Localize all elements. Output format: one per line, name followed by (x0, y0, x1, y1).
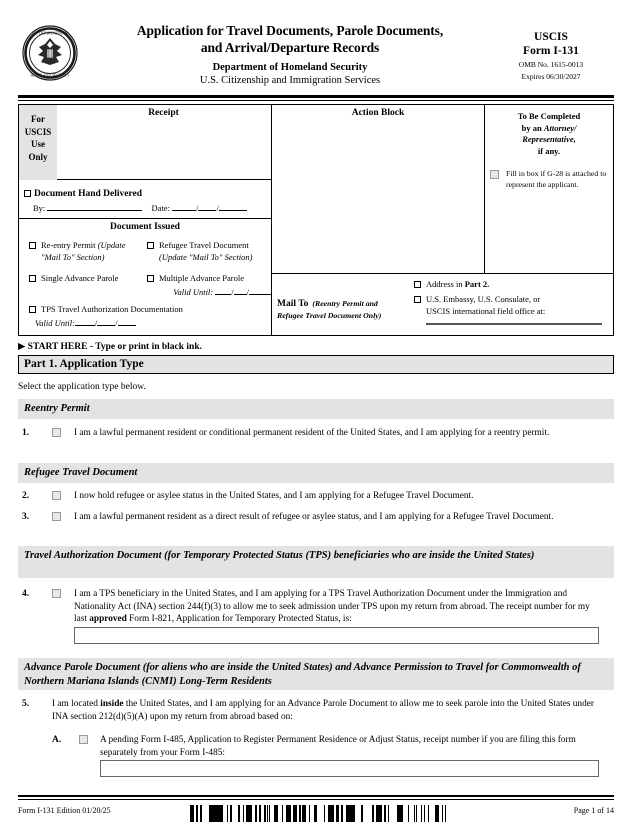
multiple-parole-valid-day[interactable] (234, 285, 247, 295)
embassy-address-input[interactable] (426, 322, 602, 325)
form-title-line2: and Arrival/Departure Records (200, 40, 380, 55)
item-4-number: 4. (22, 589, 30, 599)
date-label: Date: (151, 203, 170, 213)
item-4-text-part1: I am a TPS beneficiary in the United States, and I am applying for a TPS Travel Authorization Document under the Immigration and Nationality Act (INA) section 244(f)(3) to allow me to seek admission under TPS upon my return from abroad. The receipt number for my last (74, 589, 590, 624)
mail-to-embassy-option[interactable] (414, 294, 609, 325)
address-in-part2-label: Address in (426, 279, 465, 289)
item-5-number: 5. (22, 699, 30, 709)
section-heading-refugee-travel-document: Refugee Travel Document (18, 463, 614, 483)
header-rule-thin (18, 100, 614, 101)
g28-label: Fill in box if G-28 is attached to represent the applicant. (506, 169, 607, 189)
footer-rule-thick (18, 795, 614, 797)
attorney-representative-box (485, 108, 613, 272)
item-5a-label: A pending Form I-485, Application to Register Permanent Residence or Adjust Status, receipt number if you are filing this form separately from your Form I-485: (100, 735, 576, 758)
agency-subname: U.S. Citizenship and Immigration Services (199, 75, 381, 86)
item-4-text-bold: approved (89, 614, 127, 624)
for-uscis-use-only-label (19, 105, 57, 180)
address-in-part2-bold: Part 2. (464, 279, 490, 289)
item-1-checkbox[interactable] (52, 428, 61, 437)
item-4-text-part2: Form I-821, Application for Temporary Protected Status, is: (126, 614, 352, 624)
receipt-header (57, 108, 270, 118)
divider-h-actionblock-bottom (271, 273, 613, 274)
refugee-travel-issued-note: (Update "Mail To" Section) (159, 251, 253, 262)
item-3-label: I am a lawful permanent resident as a direct result of refugee or asylee status, and I am applying for a Refugee Travel Document. (74, 512, 554, 522)
mail-to-note-line1: (Reentry Permit and (312, 299, 378, 308)
multiple-advance-parole-option[interactable]: Multiple Advance Parole Valid Until: / / (147, 273, 271, 298)
form-header (0, 0, 632, 92)
receipt-entry-area[interactable] (57, 121, 270, 178)
item-2-checkbox[interactable] (52, 491, 61, 500)
attorney-attorney-word: Attorney/ (543, 122, 577, 133)
action-block-entry-area[interactable] (272, 121, 484, 272)
uscis-label: USCIS (534, 31, 568, 43)
item-5a-receipt-number-input[interactable] (100, 760, 599, 777)
item-3-number: 3. (22, 512, 30, 522)
section-heading-advance-parole-document: Advance Parole Document (for aliens who are inside the United States) and Advance Permission to Travel for Commonwealth of Northern Mariana Islands (CNMI) Long-Term Residents (18, 658, 614, 690)
tps-valid-day[interactable] (97, 316, 115, 326)
svg-text:U.S. DEPARTMENT OF: U.S. DEPARTMENT OF (31, 31, 69, 36)
agency-name: Department of Homeland Security (212, 62, 368, 73)
hand-delivered-label: Document Hand Delivered (34, 189, 143, 199)
divider-h-handdelivered-bottom (19, 218, 271, 219)
document-issued-label: Document Issued (110, 222, 180, 232)
item-5-label (52, 698, 602, 723)
item-5a-checkbox[interactable] (79, 735, 88, 744)
multiple-parole-valid-until-label: Valid Until: (173, 286, 214, 297)
item-2-number: 2. (22, 491, 30, 501)
dhs-seal-icon (21, 24, 79, 82)
form-number: Form I-131 (523, 45, 579, 57)
reentry-permit-issued-label: Re-entry Permit (41, 240, 96, 250)
item-5a-number: A. (52, 735, 62, 745)
tps-valid-month[interactable] (75, 316, 95, 326)
tps-valid-until-label: Valid Until: (35, 317, 75, 328)
header-rule-thick (18, 95, 614, 98)
item-1-number: 1. (22, 428, 30, 438)
embassy-consulate-checkbox[interactable] (414, 296, 421, 303)
multiple-parole-valid-month[interactable] (215, 285, 231, 295)
tps-travel-auth-label: TPS Travel Authorization Documentation (41, 304, 183, 314)
attorney-line1: To Be Completed (517, 111, 581, 121)
mail-to-label: Mail To (277, 299, 309, 309)
document-issued-header (19, 222, 271, 232)
for-uscis-line3: Use (31, 139, 45, 149)
form-title-block (95, 22, 485, 87)
single-advance-parole-checkbox[interactable] (29, 275, 36, 282)
for-uscis-line2: USCIS (24, 126, 52, 137)
start-here-instruction: ▶ START HERE - Type or print in black ink. (18, 342, 203, 352)
date-month-input[interactable] (172, 201, 199, 213)
svg-text:HOMELAND SECURITY: HOMELAND SECURITY (30, 73, 70, 78)
refugee-travel-issued-label: Refugee Travel Document (159, 240, 249, 250)
action-block-header-label: Action Block (351, 108, 405, 118)
for-uscis-line4: Only (28, 151, 48, 162)
form-title-line1: Application for Travel Documents, Parole Documents, (136, 23, 444, 38)
tps-valid-year[interactable] (118, 316, 136, 326)
footer-form-edition: Form I-131 Edition 01/20/25 (18, 806, 111, 815)
date-day-input[interactable] (198, 201, 219, 213)
reentry-permit-issued-option[interactable] (29, 240, 144, 263)
receipt-header-label: Receipt (148, 108, 179, 118)
item-4-checkbox[interactable] (52, 589, 61, 598)
divider-v-docissued-mailto (271, 273, 272, 336)
by-input[interactable] (47, 201, 142, 211)
attorney-line2 (485, 123, 613, 135)
footer-page-number: Page 1 of 14 (573, 806, 614, 815)
multiple-advance-parole-checkbox[interactable] (147, 275, 154, 282)
mail-to-address-part2-option[interactable] (414, 279, 609, 291)
hand-delivered-by-date-row (33, 201, 271, 213)
reentry-permit-issued-checkbox[interactable] (29, 242, 36, 249)
action-block-header (272, 108, 484, 118)
document-hand-delivered-row (24, 183, 269, 201)
omb-block (487, 30, 615, 82)
mail-to-label-block (277, 293, 407, 322)
single-advance-parole-option[interactable] (29, 273, 147, 285)
uscis-use-only-table (18, 104, 614, 336)
item-2-label: I now hold refugee or asylee status in the United States, and I am applying for a Refugee Travel Document. (74, 491, 474, 501)
reentry-permit-issued-note: (Update "Mail To" Section) (41, 240, 126, 262)
embassy-consulate-label-1: U.S. Embassy, U.S. Consulate, or (426, 294, 541, 304)
item-4-label (74, 588, 599, 626)
date-slash-1: / (196, 203, 199, 213)
item-5-text-part1: I am located (52, 699, 101, 709)
date-year-input[interactable] (219, 201, 247, 211)
refugee-travel-issued-option[interactable] (147, 240, 267, 263)
section-heading-travel-authorization-document: Travel Authorization Document (for Temporary Protected Status (TPS) beneficiaries who are inside the United States) (18, 546, 614, 578)
select-application-type-instruction: Select the application type below. (18, 382, 146, 392)
embassy-consulate-label-2: USCIS international field office at: (426, 305, 546, 316)
item-3-checkbox[interactable] (52, 512, 61, 521)
footer-rule-thin (18, 799, 614, 800)
omb-number: OMB No. 1615-0013 (518, 60, 584, 69)
multiple-parole-valid-year[interactable] (249, 285, 271, 295)
mail-to-note-line2: Refugee Travel Document Only) (277, 311, 382, 320)
address-in-part2-checkbox[interactable] (414, 281, 421, 288)
single-advance-parole-label: Single Advance Parole (41, 273, 119, 283)
date-slash-2: / (216, 203, 219, 213)
for-uscis-line1: For (31, 114, 45, 124)
form-barcode (190, 805, 446, 822)
item-5-text-bold: inside (100, 699, 124, 709)
attorney-line4: if any. (537, 145, 561, 156)
refugee-travel-issued-checkbox[interactable] (147, 242, 154, 249)
part1-header: Part 1. Application Type (18, 355, 614, 374)
section-heading-reentry-permit: Reentry Permit (18, 399, 614, 419)
hand-delivered-checkbox[interactable] (24, 190, 31, 197)
multiple-advance-parole-label: Multiple Advance Parole (159, 273, 244, 283)
attorney-by-an: by an (521, 122, 544, 133)
attorney-line3: Representative, (522, 134, 576, 144)
omb-expiry: Expires 06/30/2027 (521, 72, 581, 81)
item-4-receipt-number-input[interactable] (74, 627, 599, 644)
by-label: By: (33, 203, 46, 213)
item-1-label: I am a lawful permanent resident or conditional permanent resident of the United States, and I am applying for a reentry permit. (74, 428, 550, 438)
item-5-text-part2: the United States, and I am applying for an Advance Parole Document to allow me to seek parole into the United States under INA section 212(d)(5)(A) upon my return from abroad based on: (52, 699, 594, 722)
g28-checkbox[interactable] (490, 170, 499, 179)
tps-travel-auth-checkbox[interactable] (29, 306, 36, 313)
tps-travel-auth-issued-option[interactable]: TPS Travel Authorization Documentation Valid Until: / / (29, 304, 269, 329)
